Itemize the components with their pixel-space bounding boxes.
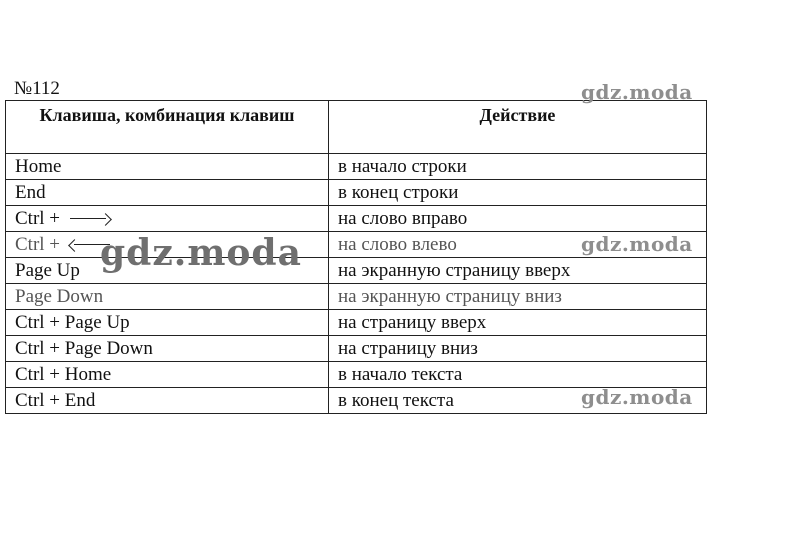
key-cell: End [6,180,329,206]
action-cell: на экранную страницу вверх [329,258,707,284]
table-header-row [6,101,707,154]
key-text: Ctrl + [15,233,61,255]
table-row [6,284,707,310]
table-row [6,310,707,336]
column-header-action: Действие [329,101,707,154]
action-cell: в начало текста [329,362,707,388]
action-cell: в начало строки [329,154,707,180]
watermark-center: gdz.moda [100,232,302,274]
watermark-bottom: gdz.moda [581,385,693,409]
table-row [6,336,707,362]
action-cell: в конец текста [329,388,707,414]
watermark-top: gdz.moda [581,80,693,104]
watermark-middle: gdz.moda [581,232,693,256]
key-cell: Ctrl + Page Up [6,310,329,336]
key-cell: Page Down [6,284,329,310]
action-cell: в конец строки [329,180,707,206]
key-cell: Page Up [6,258,329,284]
table-row [6,206,707,232]
table-row [6,180,707,206]
key-cell: Home [6,154,329,180]
key-text: Ctrl + [15,207,61,229]
key-cell [6,206,329,232]
table-row [6,362,707,388]
action-cell: на страницу вниз [329,336,707,362]
problem-number: №112 [14,78,60,99]
key-cell: Ctrl + End [6,388,329,414]
action-cell: на страницу вверх [329,310,707,336]
key-cell: Ctrl + Home [6,362,329,388]
column-header-key: Клавиша, комбинация клавиш [6,101,329,154]
key-cell: Ctrl + Page Down [6,336,329,362]
action-cell: на слово вправо [329,206,707,232]
action-cell: на экранную страницу вниз [329,284,707,310]
arrow-right-icon [70,214,110,224]
action-cell: на слово влево [329,232,707,258]
table-row [6,154,707,180]
